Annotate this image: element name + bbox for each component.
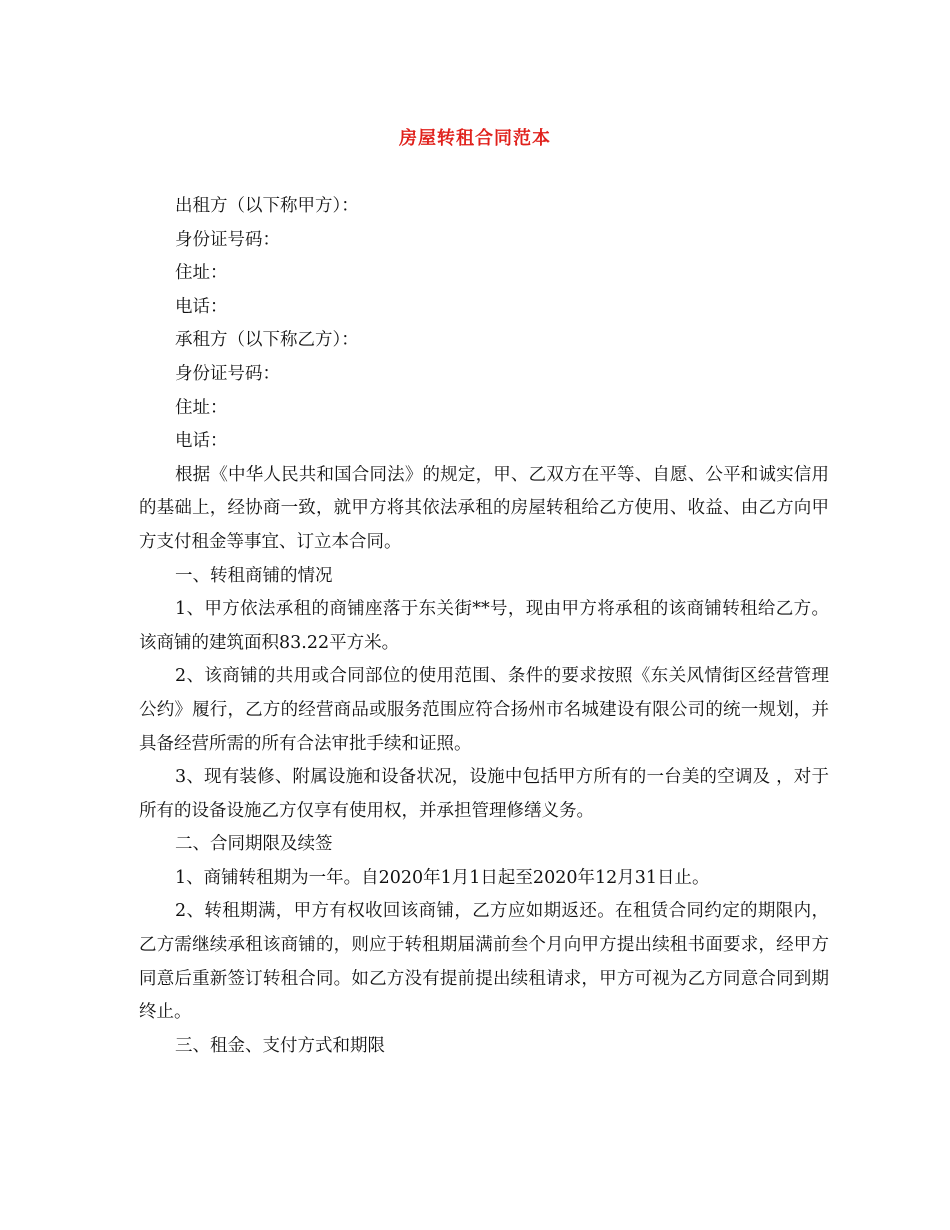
party-b-id-label: 身份证号码： (175, 363, 280, 384)
party-b-address-label: 住址： (175, 397, 228, 418)
section-heading-2: 二、合同期限及续签 (175, 834, 333, 855)
clause-1-1: 1、甲方依法承租的商铺座落于东关街**号，现由甲方将承租的该商铺转租给乙方。该商铺的建筑面积83.22平方米。 (139, 599, 829, 653)
section-heading-3: 三、租金、支付方式和期限 (175, 1035, 385, 1056)
party-b-label: 承租方（以下称乙方）： (175, 330, 359, 351)
party-a-address-label: 住址： (175, 263, 228, 284)
clause-1-3: 3、现有装修、附属设施和设备状况，设施中包括甲方所有的一台美的空调及 ，对于所有的设备设施乙方仅享有使用权，并承担管理修缮义务。 (139, 767, 829, 821)
section-heading-1: 一、转租商铺的情况 (175, 565, 333, 586)
preamble-paragraph: 根据《中华人民共和国合同法》的规定，甲、乙双方在平等、自愿、公平和诚实信用的基础上，经协商一致，就甲方将其依法承租的房屋转租给乙方使用、收益、由乙方向甲方支付租金等事宜、订立本合同。 (139, 464, 829, 552)
document-body (139, 190, 829, 1063)
clause-2-2: 2、转租期满，甲方有权收回该商铺，乙方应如期返还。在租赁合同约定的期限内，乙方需继续承租该商铺的，则应于转租期届满前叁个月向甲方提出续租书面要求，经甲方同意后重新签订转租合同。如乙方没有提前提出续租请求，甲方可视为乙方同意合同到期终止。 (139, 901, 829, 1023)
party-a-phone-label: 电话： (175, 296, 228, 317)
party-b-phone-label: 电话： (175, 431, 228, 452)
clause-1-2: 2、该商铺的共用或合同部位的使用范围、条件的要求按照《东关风情街区经营管理公约》履行，乙方的经营商品或服务范围应符合扬州市名城建设有限公司的统一规划，并具备经营所需的所有合法审批手续和证照。 (139, 666, 829, 754)
party-a-id-label: 身份证号码： (175, 229, 280, 250)
document-title: 房屋转租合同范本 (399, 128, 551, 149)
party-a-label: 出租方（以下称甲方）： (175, 196, 359, 216)
clause-2-1: 1、商铺转租期为一年。自2020年1月1日起至2020年12月31日止。 (175, 867, 710, 888)
